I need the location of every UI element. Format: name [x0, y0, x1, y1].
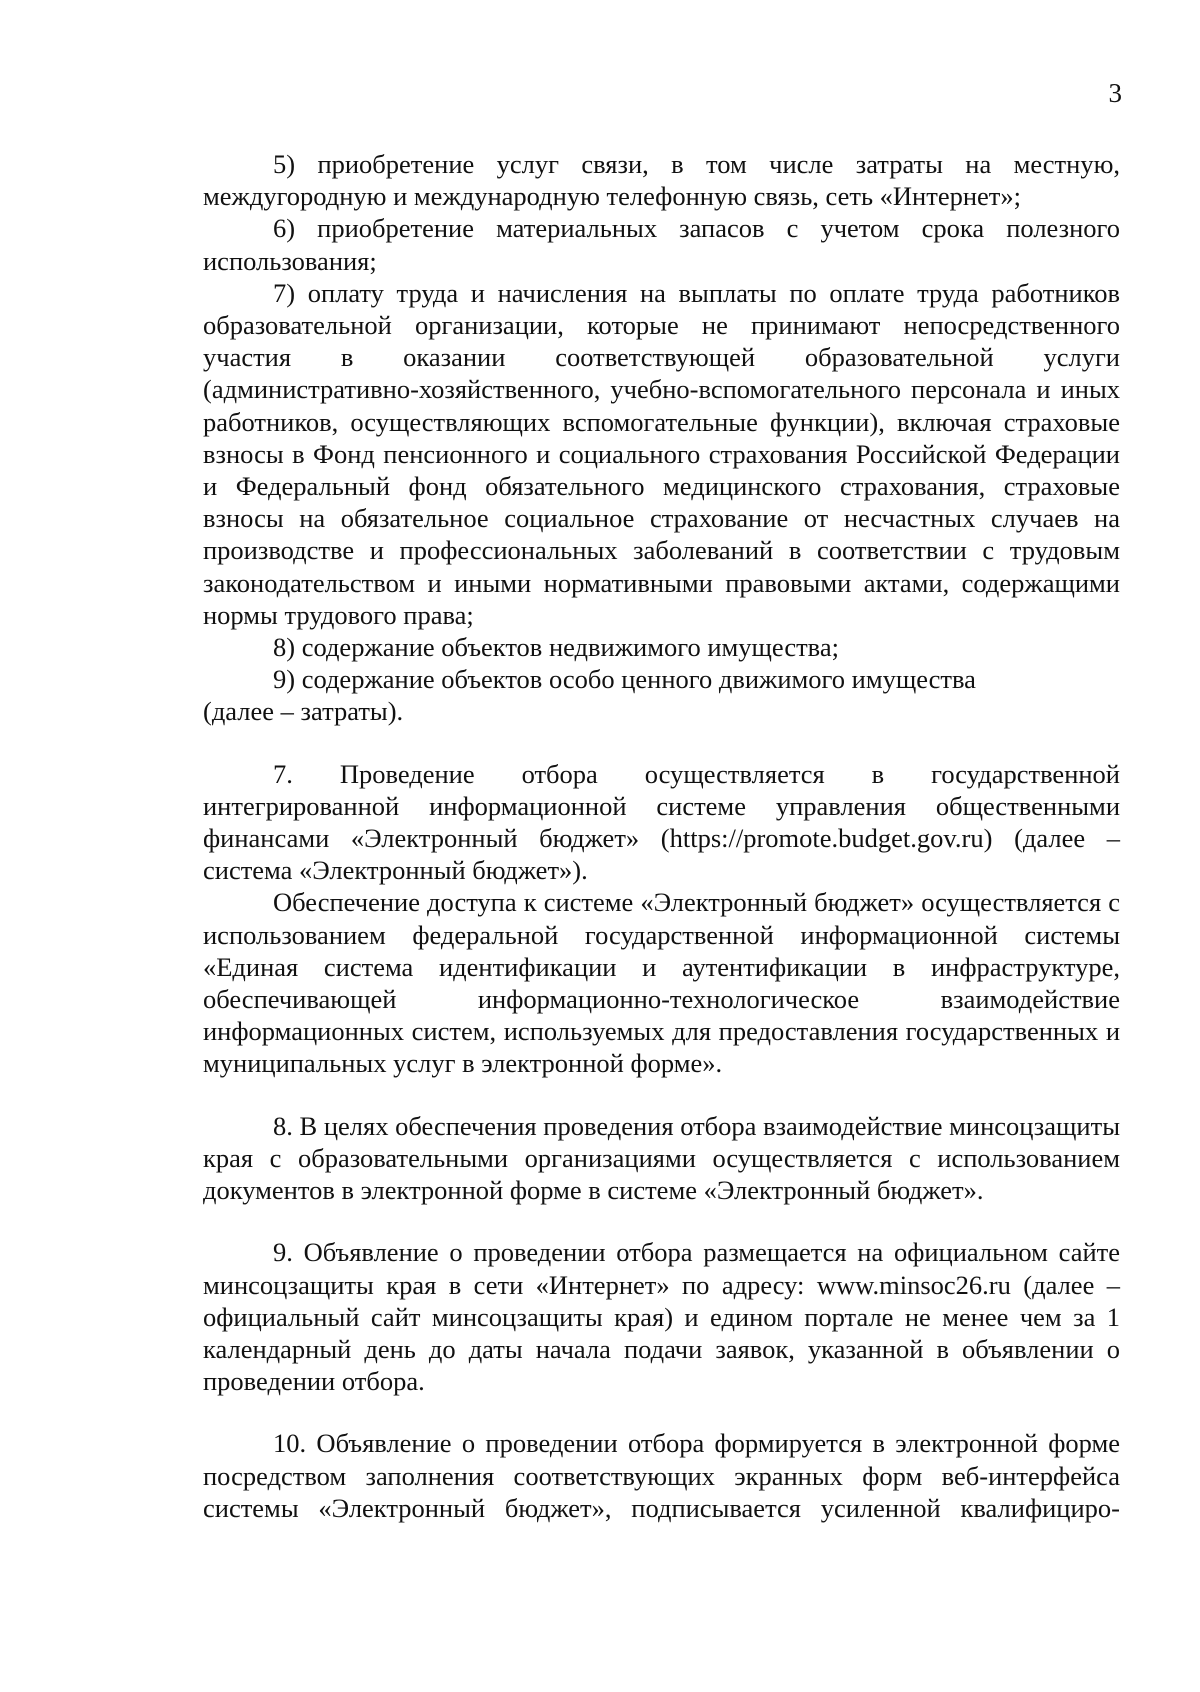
paragraph-8: 8. В целях обеспечения проведения отбора взаимодействие минсоцзащиты края с образовательными организациями осуществляется с использованием документов в электронной форме в системе «Электронный бюджет». — [203, 1110, 1120, 1206]
paragraph-9: 9. Объявление о проведении отбора размещается на официальном сайте минсоцзащиты края в сети «Интернет» по адресу: www.minsoc26.ru (далее – официальный сайт минсоцзащиты края) и едином портале не менее чем за 1 календарный день до даты начала подачи заявок, указанной в объявлении о проведении отбора. — [203, 1237, 1120, 1397]
page-number: 3 — [1108, 78, 1122, 108]
list-item-8: 8) содержание объектов недвижимого имущества; — [273, 632, 839, 663]
list-item-7: 7) оплату труда и начисления на выплаты по оплате труда работников образовательной организации, которые не принимают непосредственного участия в оказании соответствующей образовательной услуги (административно-хозяйственного, учебно-вспомогательного персонала и иных работников, осуществляющих вспомогательные функции), включая страховые взносы в Фонд пенсионного и социального страхования Российской Федерации и Федеральный фонд обязательного медицинского страхования, страховые взносы на обязательное социальное страхование от несчастных случаев на производстве и профессиональных заболеваний в соответствии с трудовым законодательством и иными нормативными правовыми актами, содержащими нормы трудового права; — [203, 277, 1120, 630]
paragraph-7: 7. Проведение отбора осуществляется в государственной интегрированной информационной системе управления общественными финансами «Электронный бюджет» (https://promote.budget.gov.ru) (далее – система «Электронный бюджет»). — [203, 758, 1120, 886]
list-item-6: 6) приобретение материальных запасов с учетом срока полезного использования; — [203, 213, 1120, 276]
paragraph-10: 10. Объявление о проведении отбора формируется в электронной форме посредством заполнения соответствующих экранных форм веб-интерфейса системы «Электронный бюджет», подписывается усиленной квалифициро- — [203, 1428, 1120, 1523]
list-item-5: 5) приобретение услуг связи, в том числе затраты на местную, междугородную и международную телефонную связь, сеть «Интернет»; — [203, 149, 1120, 212]
document-body — [203, 148, 1120, 1524]
paragraph-7-access: Обеспечение доступа к системе «Электронный бюджет» осуществляется с использованием федеральной государственной информационной системы «Единая система идентификации и аутентификации в инфраструктуре, обеспечивающей информационно-технологическое взаимодействие информационных систем, используемых для предоставления государственных и муниципальных услуг в электронной форме». — [203, 887, 1120, 1079]
list-closing: (далее – затраты). — [203, 696, 404, 727]
list-item-9: 9) содержание объектов особо ценного движимого имущества — [273, 664, 976, 695]
